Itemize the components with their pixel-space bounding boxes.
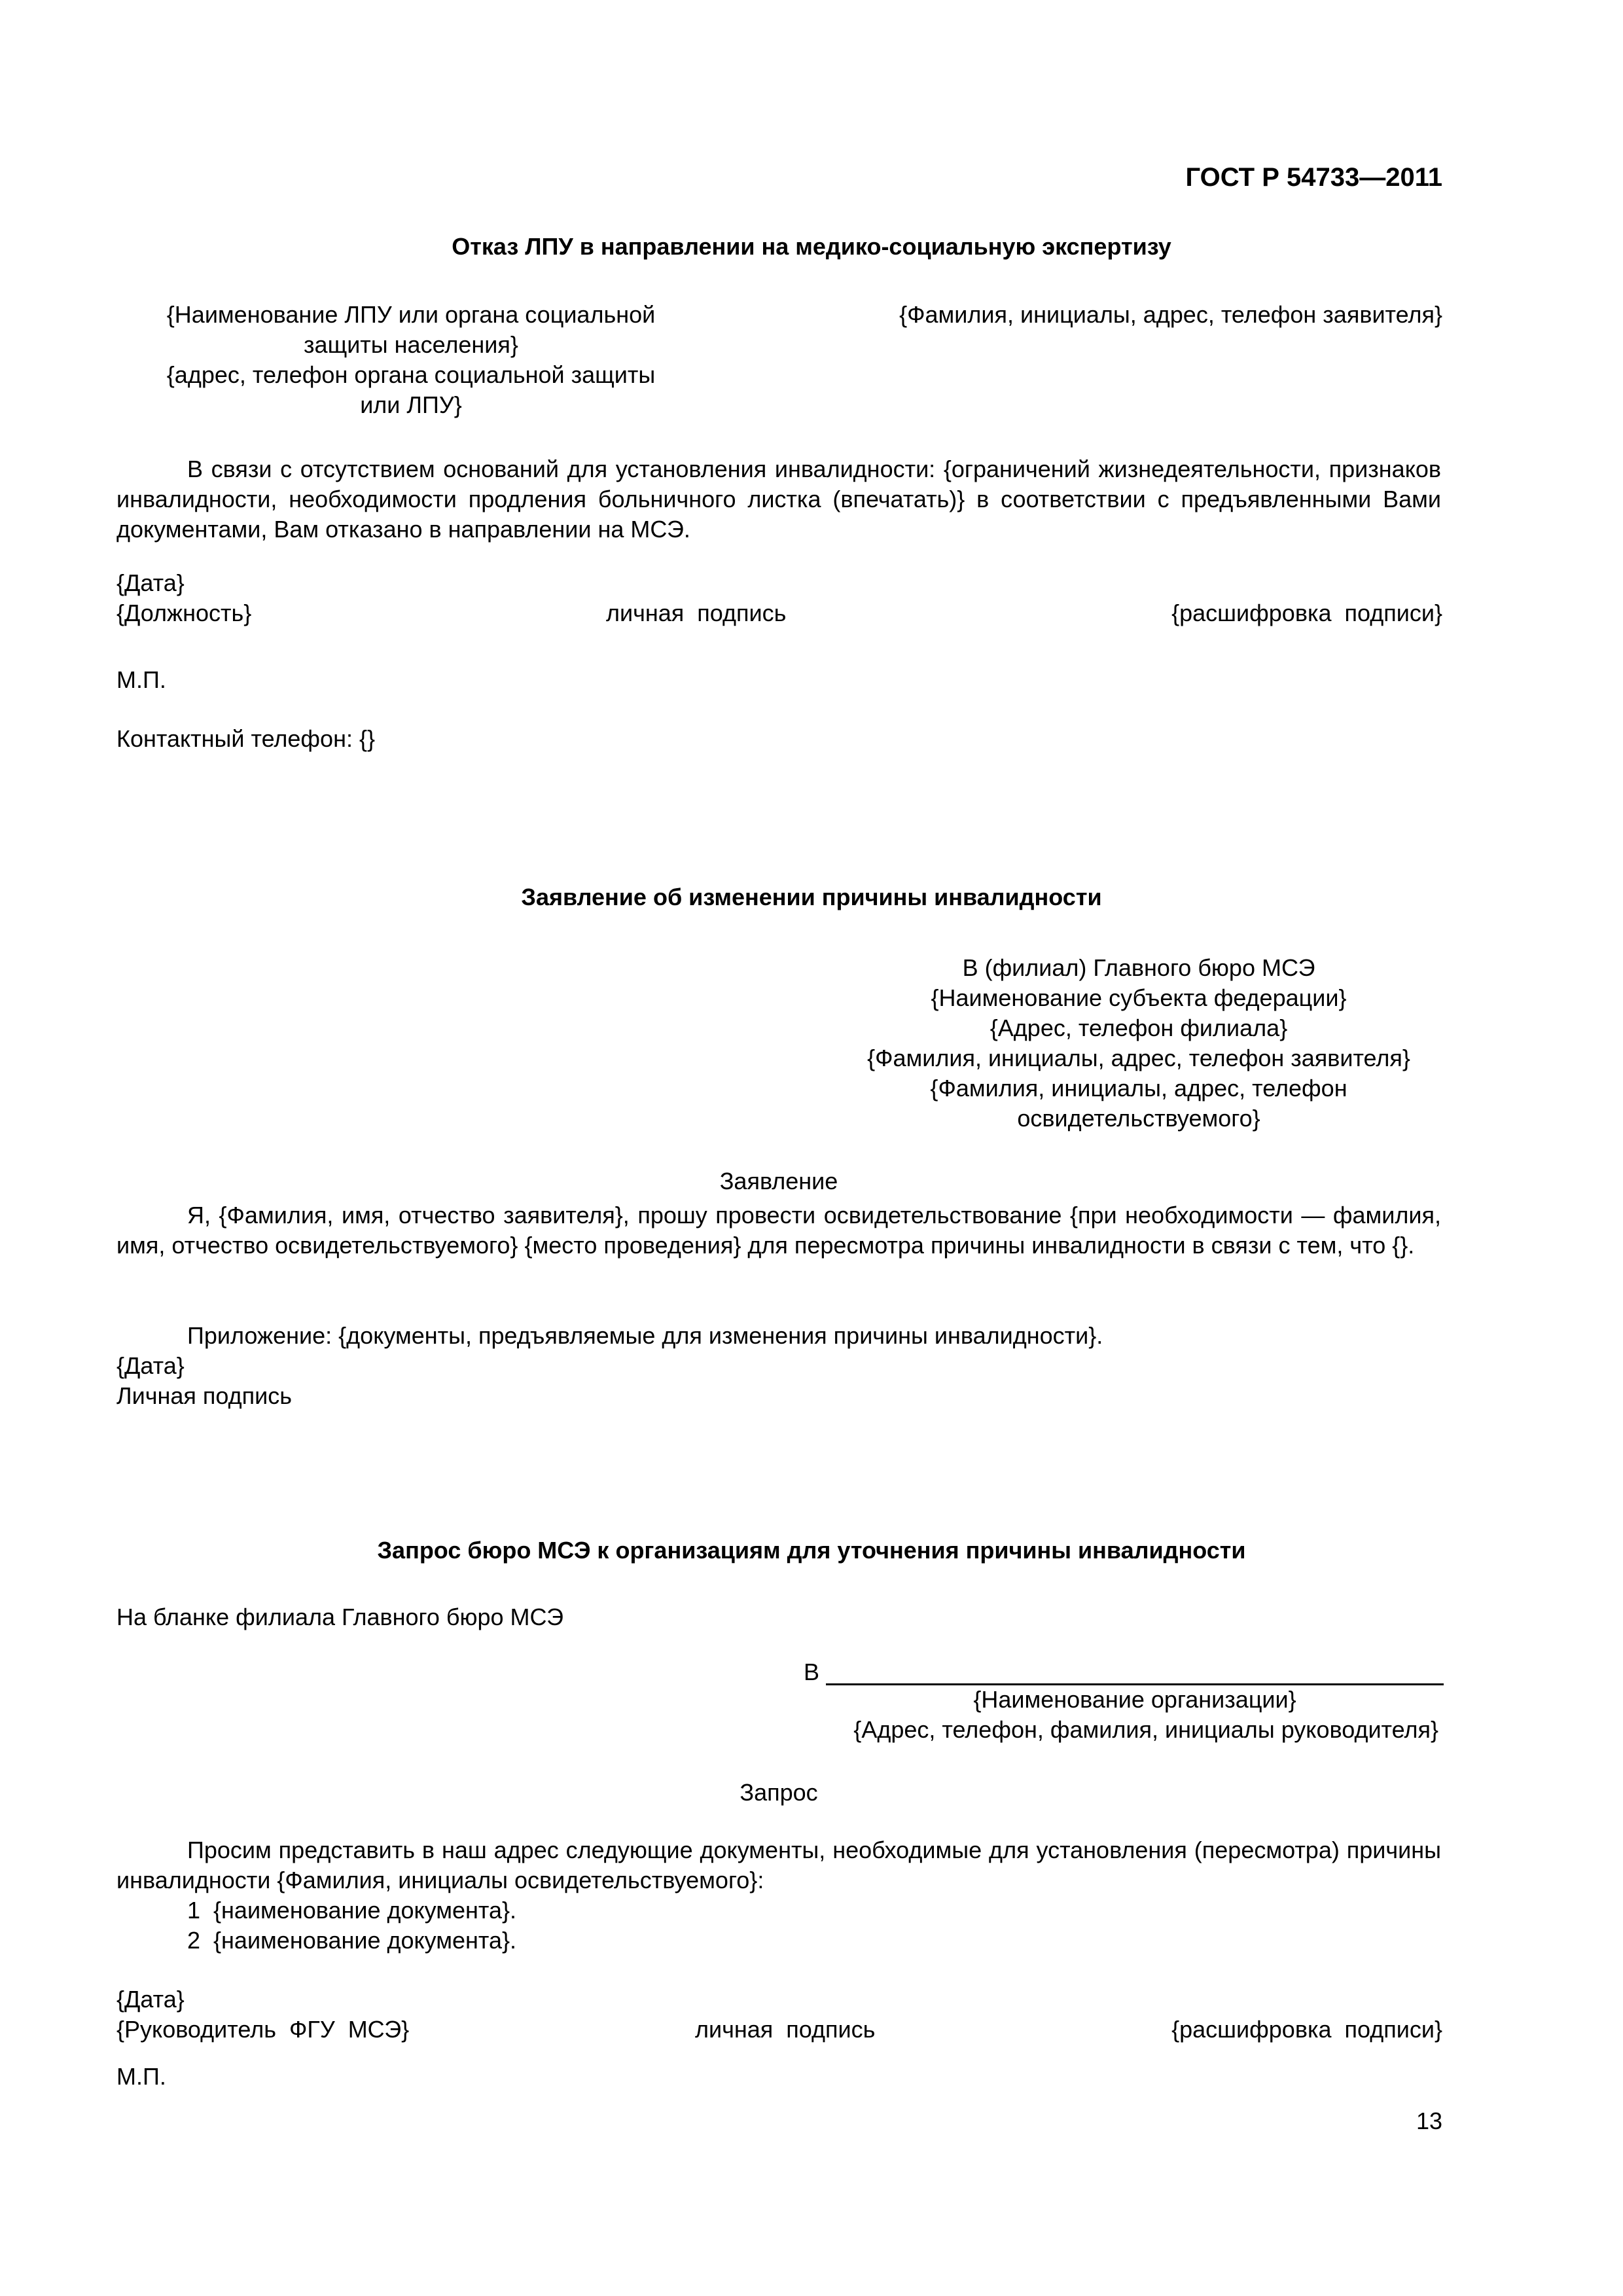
refusal-institution-block [116,300,705,420]
request-signature-decode: {расшифровка подписи} [1171,2016,1442,2043]
request-position: {Руководитель ФГУ МСЭ} [116,2016,410,2043]
request-body: Просим представить в наш адрес следующие документы, необходимые для установления (пересмотра) причины инвалидности {Фамилия, инициалы освидетельствуемого}: [116,1837,1441,1893]
institution-line: или ЛПУ} [360,391,462,418]
refusal-applicant-block: {Фамилия, инициалы, адрес, телефон заявителя} [899,301,1442,328]
refusal-position: {Должность} [116,600,252,626]
request-date: {Дата} [116,1986,185,2013]
refusal-signature: личная подпись [606,600,787,626]
refusal-stamp: М.П. [116,666,166,693]
request-title: Запрос бюро МСЭ к организациям для уточнения причины инвалидности [377,1537,1246,1564]
request-stamp: М.П. [116,2063,166,2090]
refusal-date: {Дата} [116,569,185,596]
refusal-contact: Контактный телефон: {} [116,725,375,752]
change-application-date: {Дата} [116,1352,185,1379]
addressee-line: {Адрес, телефон филиала} [990,1014,1288,1041]
change-application-title: Заявление об изменении причины инвалидности [521,884,1102,910]
request-to-prefix: В [804,1659,820,1685]
change-application-attachment: Приложение: {документы, предъявляемые для изменения причины инвалидности}. [187,1322,1103,1349]
request-document-item: 1 {наименование документа}. [187,1897,517,1924]
institution-line: защиты населения} [304,331,518,358]
change-addressee-block [844,953,1433,1134]
refusal-body: В связи с отсутствием оснований для установления инвалидности: {ограничений жизнедеятельности, признаков инвалидности, необходимости продления больничного листка (впечатать)} в соответствии с предъявленными Вами документами, Вам отказано в направлении на МСЭ. [116,456,1441,543]
addressee-line: В (филиал) Главного бюро МСЭ [962,954,1315,981]
request-org-name: {Наименование организации} [973,1686,1296,1713]
refusal-signature-decode: {расшифровка подписи} [1171,600,1442,626]
addressee-line: {Фамилия, инициалы, адрес, телефон [930,1075,1347,1102]
refusal-title: Отказ ЛПУ в направлении на медико-социальную экспертизу [452,233,1171,260]
request-document-item: 2 {наименование документа}. [187,1927,517,1954]
request-org-details: {Адрес, телефон, фамилия, инициалы руководителя} [853,1716,1438,1743]
page-number: 13 [1416,2108,1442,2134]
standard-number: ГОСТ Р 54733—2011 [1185,163,1442,192]
request-heading: Запрос [740,1779,818,1806]
request-signature: личная подпись [695,2016,876,2043]
change-application-signature: Личная подпись [116,1382,292,1409]
institution-line: {адрес, телефон органа социальной защиты [166,361,656,388]
addressee-line: освидетельствуемого} [1017,1105,1260,1132]
addressee-line: {Наименование субъекта федерации} [931,984,1347,1011]
institution-line: {Наименование ЛПУ или органа социальной [166,301,656,328]
addressee-line: {Фамилия, инициалы, адрес, телефон заявителя} [867,1045,1410,1071]
change-application-body: Я, {Фамилия, имя, отчество заявителя}, прошу провести освидетельствование {при необходимости — фамилия, имя, отчество освидетельствуемого} {место проведения} для пересмотра причины инвалидности в связи с тем, что {}. [116,1202,1441,1259]
request-letterhead: На бланке филиала Главного бюро МСЭ [116,1604,564,1630]
change-application-heading: Заявление [719,1168,838,1194]
